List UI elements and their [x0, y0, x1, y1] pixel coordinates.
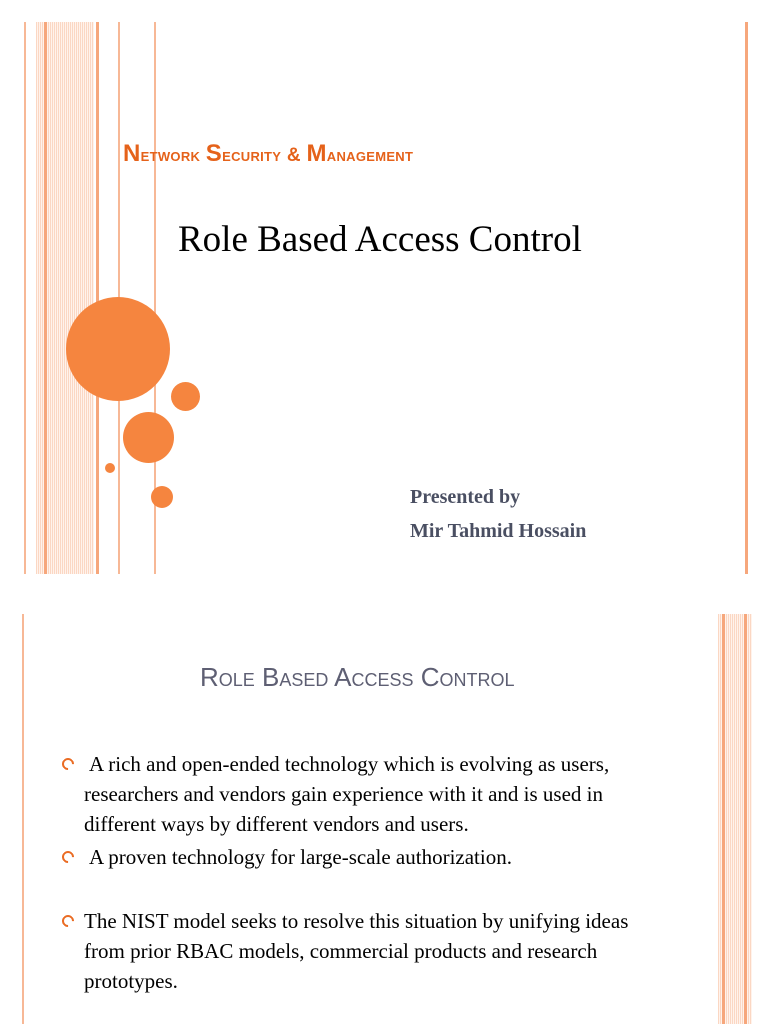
decorative-stripe [745, 22, 748, 574]
decorative-stripe [24, 22, 26, 574]
decorative-stripe [744, 614, 747, 1024]
decorative-circle [105, 463, 115, 473]
decorative-circle [151, 486, 173, 508]
decorative-stripe [44, 22, 47, 574]
list-item: A rich and open-ended technology which is evolving as users, researchers and vendors gain experience with it and is used in different ways by different vendors and users. [62, 749, 652, 839]
content-slide [0, 614, 768, 1024]
course-title: Network Security & Management [123, 140, 414, 167]
slide-heading: Role Based Access Control [200, 662, 515, 692]
decorative-circle [66, 297, 170, 401]
list-item: A proven technology for large-scale authorization. [62, 842, 652, 872]
bullet-list [62, 749, 652, 996]
presentation-title: Role Based Access Control [178, 219, 582, 260]
bullet-marker-icon [60, 849, 77, 866]
bullet-marker-icon [60, 756, 77, 773]
bullet-marker-icon [60, 913, 77, 930]
decorative-stripe [96, 22, 99, 574]
presented-by-label: Presented by [410, 486, 521, 508]
list-item: The NIST model seeks to resolve this situation by unifying ideas from prior RBAC models, commercial products and research prototypes. [62, 906, 652, 996]
presenter-block [410, 480, 586, 548]
decorative-circle [171, 382, 200, 411]
decorative-stripe [722, 614, 725, 1024]
presenter-name: Mir Tahmid Hossain [410, 520, 587, 542]
decorative-circle [123, 412, 174, 463]
decorative-stripe [22, 614, 24, 1024]
